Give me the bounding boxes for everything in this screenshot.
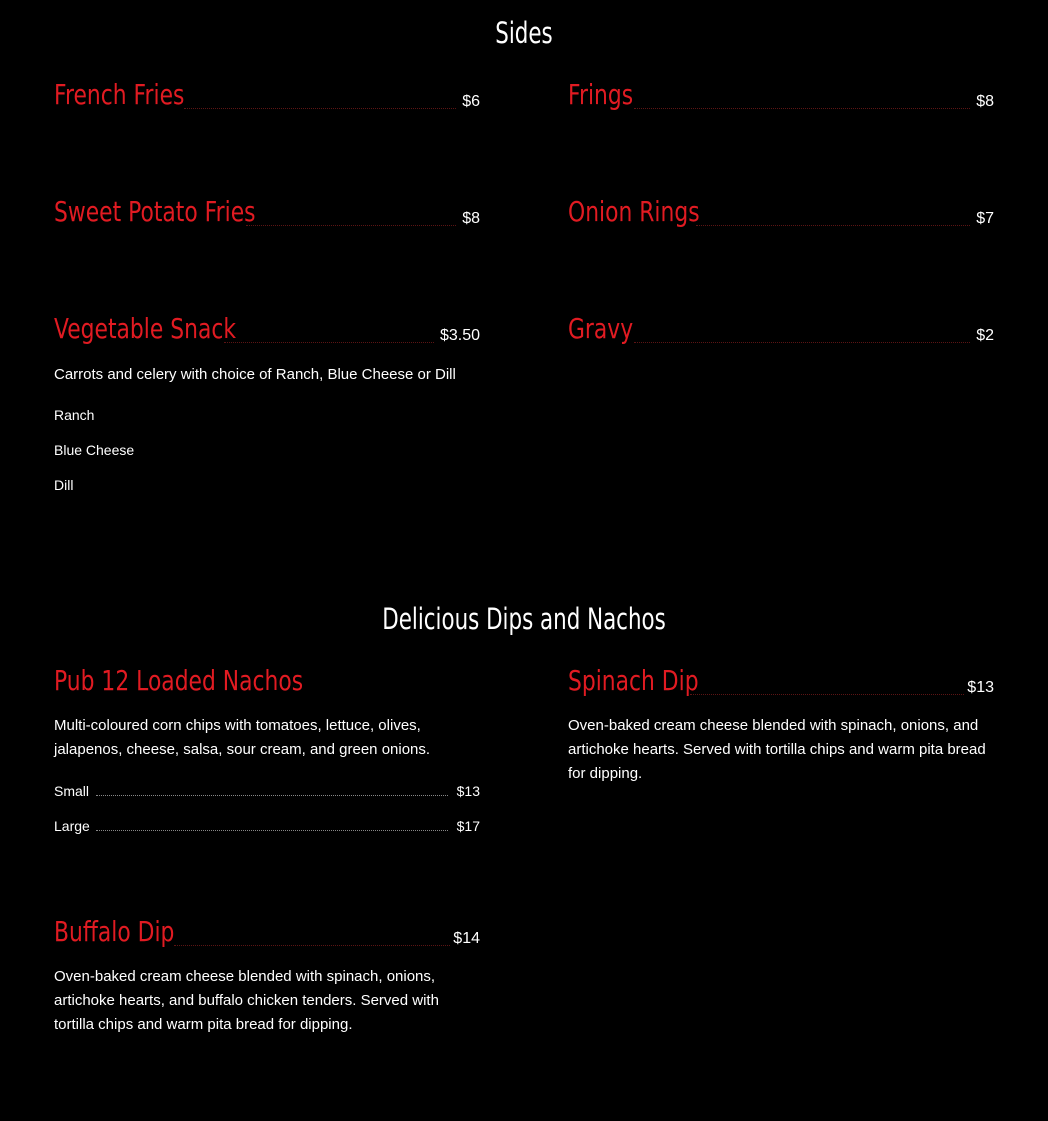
dotted-leader <box>174 945 450 946</box>
item-name: Pub 12 Loaded Nachos <box>54 664 304 697</box>
menu-item-frings <box>568 78 994 118</box>
item-name: French Fries <box>54 78 185 111</box>
dotted-leader <box>96 795 448 796</box>
dotted-leader <box>690 694 964 695</box>
item-price: $8 <box>462 210 480 227</box>
item-name: Vegetable Snack <box>54 312 236 345</box>
item-description: Oven-baked cream cheese blended with spinach, onions, and artichoke hearts. Served with tortilla chips and warm pita bread for dipping. <box>568 717 986 782</box>
option-dill: Dill <box>54 477 74 493</box>
menu-item-onion-rings <box>568 195 994 235</box>
menu-item-loaded-nachos <box>54 664 480 834</box>
size-label: Small <box>54 783 90 799</box>
item-name: Onion Rings <box>568 195 700 228</box>
size-row-small <box>54 782 480 802</box>
option-ranch: Ranch <box>54 407 95 423</box>
section-title-dips-nachos: Delicious Dips and Nachos <box>382 602 666 636</box>
item-name: Frings <box>568 78 634 111</box>
menu-item-buffalo-dip <box>54 915 480 1033</box>
dotted-leader <box>224 342 434 343</box>
item-price: $14 <box>453 930 480 947</box>
item-description: Carrots and celery with choice of Ranch, Blue Cheese or Dill <box>54 366 456 383</box>
item-price: $3.50 <box>439 327 480 344</box>
item-name: Sweet Potato Fries <box>54 195 256 228</box>
size-row-large <box>54 817 480 837</box>
dotted-leader <box>634 342 970 343</box>
item-description: Multi-coloured corn chips with tomatoes, lettuce, olives, jalapenos, cheese, salsa, sour cream, and green onions. <box>54 717 431 758</box>
section-title-sides: Sides <box>495 16 553 50</box>
item-price: $2 <box>976 327 994 344</box>
menu-item-spinach-dip <box>568 664 994 782</box>
item-price: $8 <box>976 93 994 110</box>
item-price: $7 <box>976 210 994 227</box>
dotted-leader <box>696 225 970 226</box>
dotted-leader <box>96 830 448 831</box>
menu-item-sweet-potato-fries <box>54 195 480 235</box>
size-label: Large <box>54 818 90 834</box>
menu-item-french-fries <box>54 78 480 118</box>
item-description: Oven-baked cream cheese blended with spinach, onions, artichoke hearts, and buffalo chicken tenders. Served with tortilla chips and warm pita bread for dipping. <box>54 968 439 1033</box>
dotted-leader <box>246 225 456 226</box>
option-blue-cheese: Blue Cheese <box>54 442 135 458</box>
size-price: $13 <box>456 783 480 799</box>
item-name: Spinach Dip <box>568 664 699 697</box>
item-price: $6 <box>462 93 480 110</box>
menu-item-gravy <box>568 312 994 352</box>
dotted-leader <box>184 108 456 109</box>
item-price: $13 <box>967 679 994 696</box>
item-name: Gravy <box>568 312 634 345</box>
menu-item-vegetable-snack <box>54 312 480 493</box>
item-name: Buffalo Dip <box>54 915 175 948</box>
dotted-leader <box>634 108 970 109</box>
size-price: $17 <box>456 818 480 834</box>
